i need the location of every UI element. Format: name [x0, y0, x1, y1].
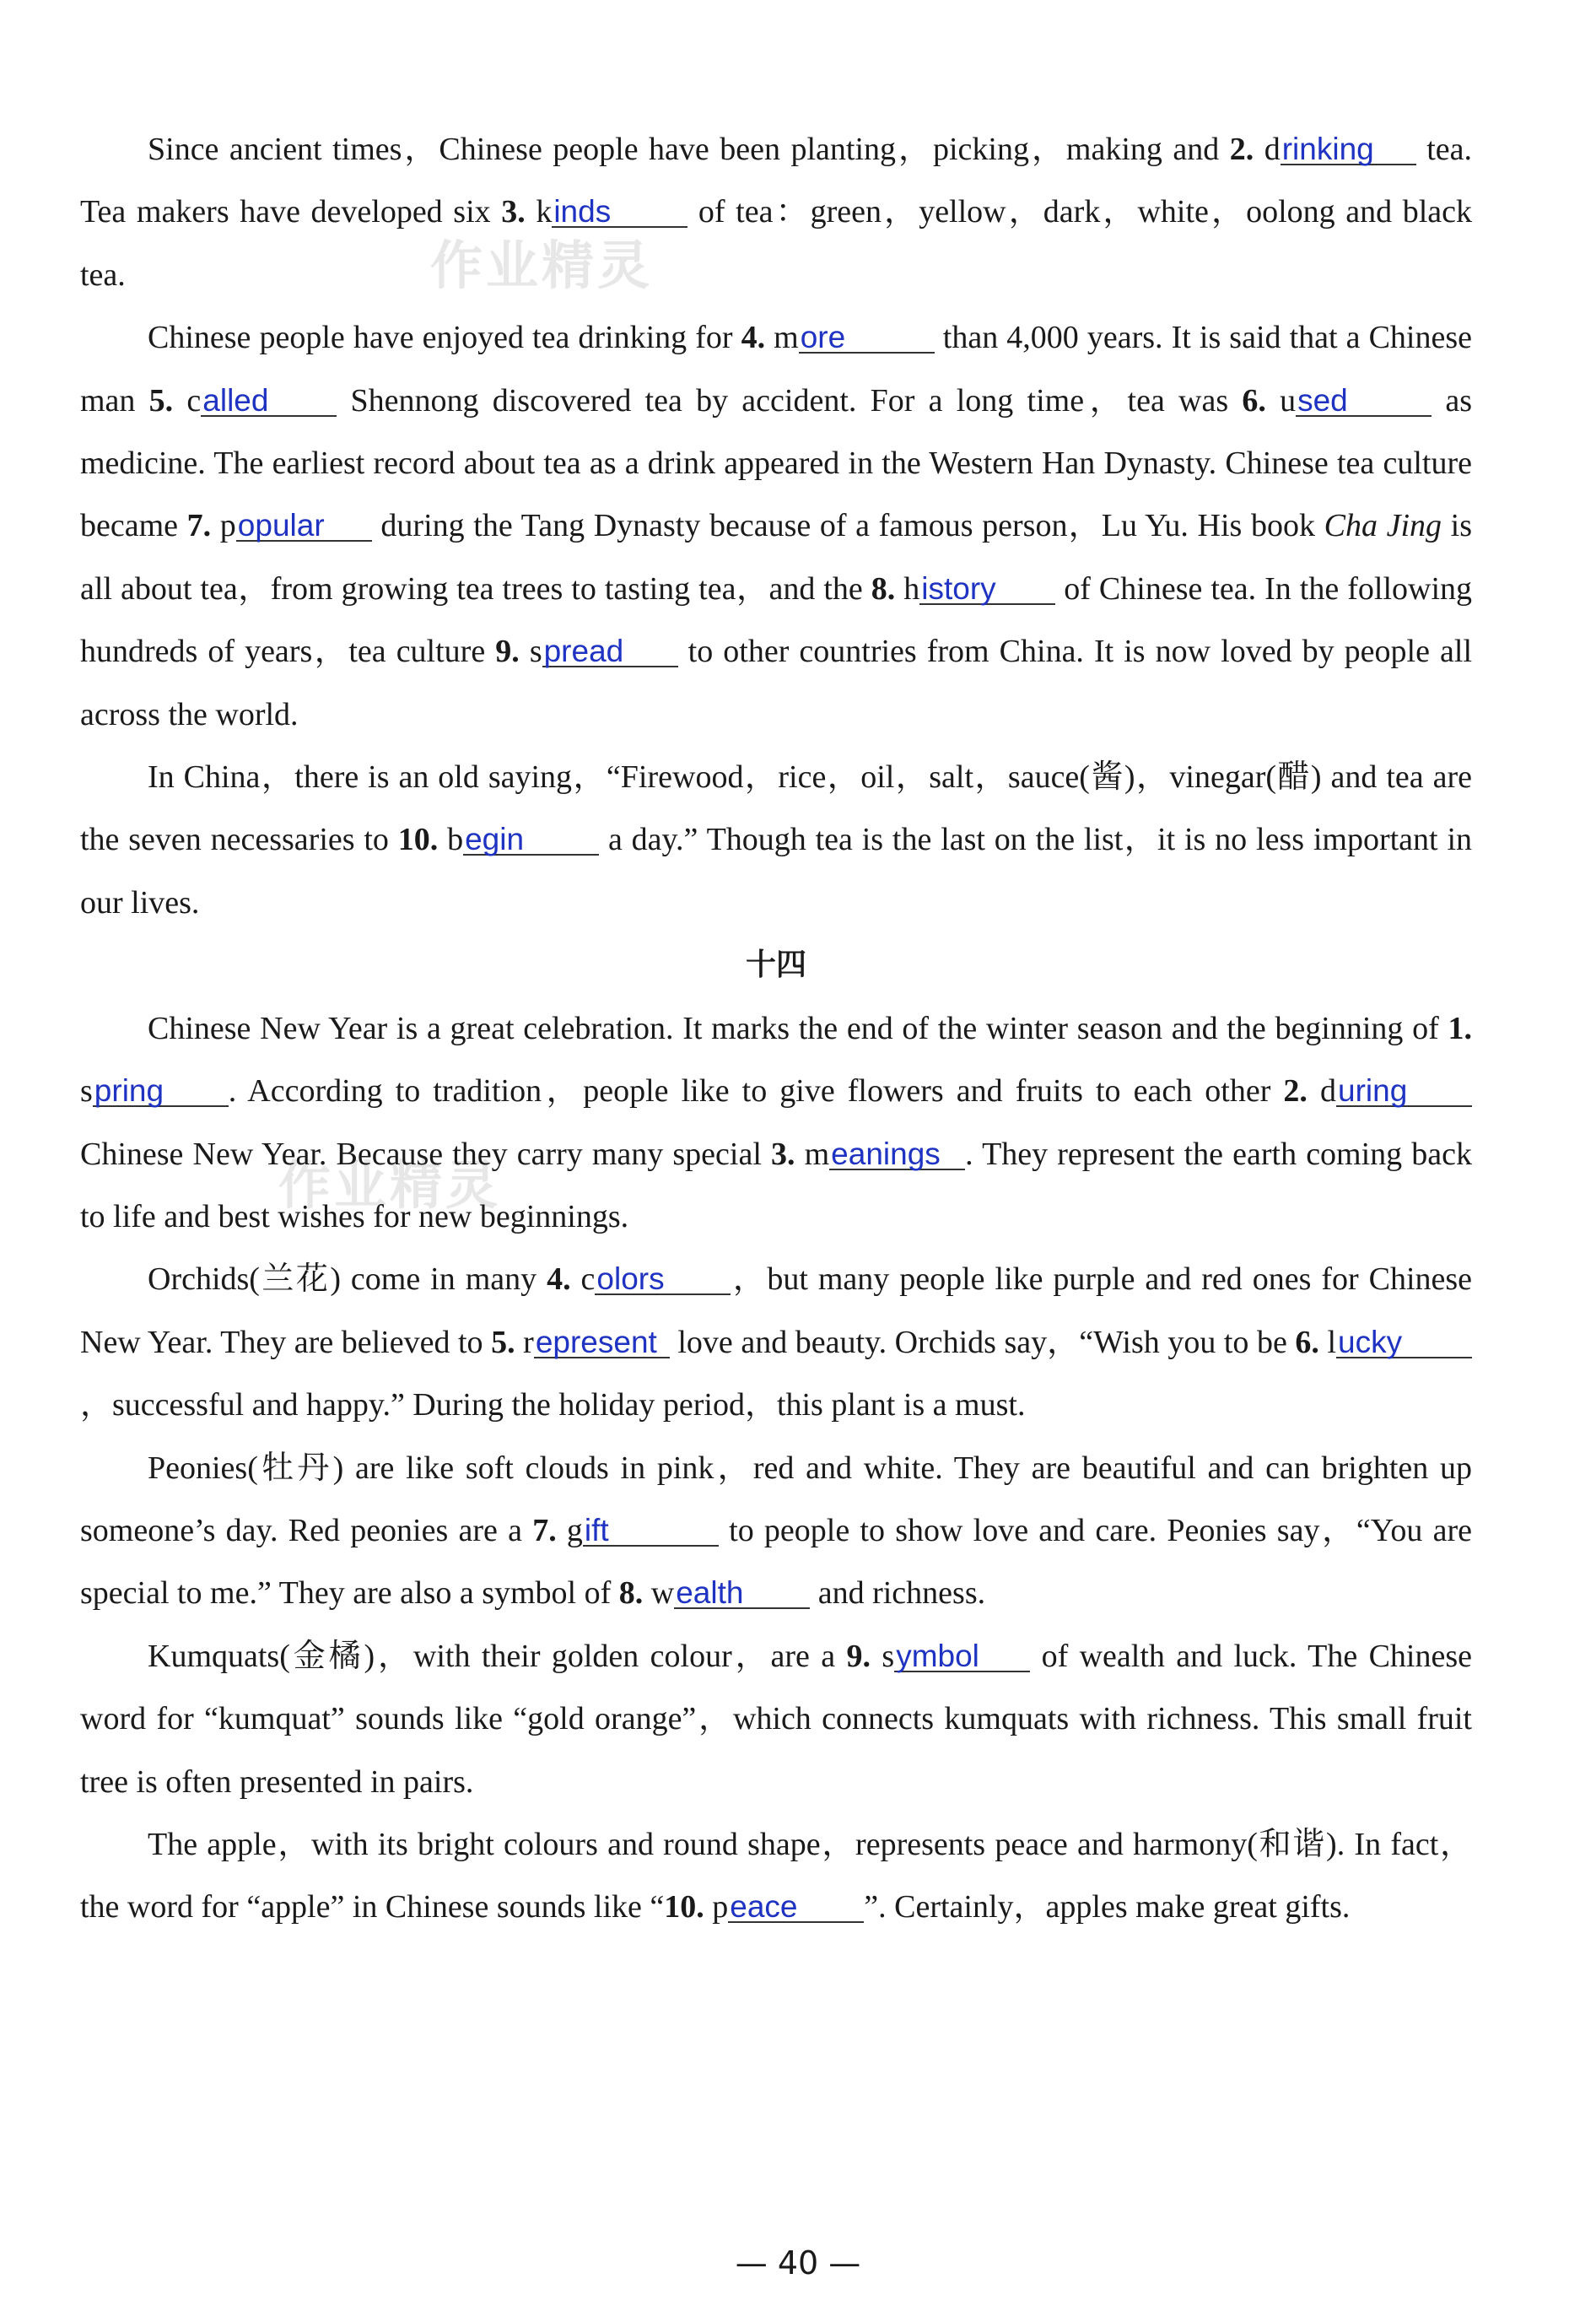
answer-blank-4[interactable]: ore [799, 323, 935, 354]
answer-blank-s2-4[interactable]: olors [595, 1265, 731, 1295]
newyear-paragraph-1: Chinese New Year is a great celebration. It marks the end of the winter season and the beginning of 1. spring . According to tradition，people like to give flowers and fruits to each other 2. during Chinese New Year. Because they carry many special 3. meanings . They represent the earth coming back to life and best wishes for new beginnings. [80, 1010, 1473, 1234]
answer-blank-s2-2[interactable]: uring [1336, 1077, 1472, 1107]
answer-blank-s2-7[interactable]: ift [583, 1516, 719, 1547]
newyear-paragraph-3: Peonies(牡丹) are like soft clouds in pink，red and white. They are beautiful and can brighten up someone’s day. Red peonies are a 7. gift to people to show love and care. Peonies say，“You are special to me.” They are also a symbol of 8. wealth and richness. [80, 1450, 1473, 1612]
answer-blank-9[interactable]: pread [542, 637, 678, 667]
newyear-paragraph-4: Kumquats(金橘)，with their golden colour，are a 9. symbol of wealth and luck. The Chinese word for “kumquat” sounds like “gold orange”，which connects kumquats with richness. This small fruit tree is often presented in pairs. [80, 1638, 1472, 1800]
watermark-top: 作业精灵 [430, 235, 654, 296]
tea-paragraph-2: Chinese people have enjoyed tea drinking for 4. more than 4,000 years. It is said that a Chinese man 5. called Shennong discovered tea by accident. For a long time，tea was 6. used as medicine. The earliest record about tea as a drink appeared in the Western Han Dynasty. Chinese tea culture became 7. popular during the Tang Dynasty because of a famous person，Lu Yu. His book Cha Jing is all about tea，from growing tea trees to tasting tea，and the 8. history of Chinese tea. In the following hundreds of years，tea culture 9. spread to other countries from China. It is now loved by people all across the world. [80, 320, 1473, 732]
answer-blank-s2-6[interactable]: ucky [1336, 1328, 1472, 1358]
answer-blank-s2-5[interactable]: epresent [534, 1328, 670, 1358]
worksheet-page [80, 118, 1472, 1939]
answer-blank-7[interactable]: opular [236, 511, 372, 542]
answer-blank-10[interactable]: egin [463, 825, 599, 856]
book-title: Cha Jing [1324, 508, 1442, 544]
answer-blank-s2-9[interactable]: ymbol [894, 1642, 1030, 1672]
answer-blank-s2-1[interactable]: pring [93, 1077, 229, 1107]
newyear-paragraph-2: Orchids(兰花) come in many 4. colors ，but many people like purple and red ones for Chinese New Year. They are believed to 5. represent love and beauty. Orchids say，“Wish you to be 6. lucky，successful and happy.” During the holiday period，this plant is a must. [80, 1261, 1473, 1423]
answer-blank-s2-10[interactable]: eace [728, 1893, 864, 1923]
page-number: — 40 — [735, 2244, 861, 2282]
tea-paragraph-3: In China，there is an old saying，“Firewood，rice，oil，salt，sauce(酱)，vinegar(醋) and tea are the seven necessaries to 10. begin a day.” Though tea is the last on the list，it is no less important in our lives. [80, 759, 1472, 921]
answer-blank-5[interactable]: alled [201, 386, 337, 417]
answer-blank-s2-3[interactable]: eanings [829, 1140, 965, 1170]
watermark-middle: 作业精灵 [278, 1154, 502, 1216]
answer-blank-6[interactable]: sed [1296, 386, 1432, 417]
section-heading: 十四 [745, 948, 806, 983]
answer-blank-3[interactable]: inds [552, 197, 687, 228]
answer-blank-2[interactable]: rinking [1281, 135, 1416, 165]
newyear-paragraph-5: The apple，with its bright colours and round shape，represents peace and harmony(和谐). In fact，the word for “apple” in Chinese sounds like “10. peace ”. Certainly，apples make great gifts. [80, 1826, 1472, 1925]
answer-blank-8[interactable]: istory [919, 575, 1055, 605]
tea-paragraph-1: Since ancient times，Chinese people have been planting，picking，making and 2. drinking tea. Tea makers have developed six 3. kinds of tea：green，yellow，dark，white，oolong and black tea. [80, 132, 1473, 293]
answer-blank-s2-8[interactable]: ealth [674, 1579, 810, 1609]
